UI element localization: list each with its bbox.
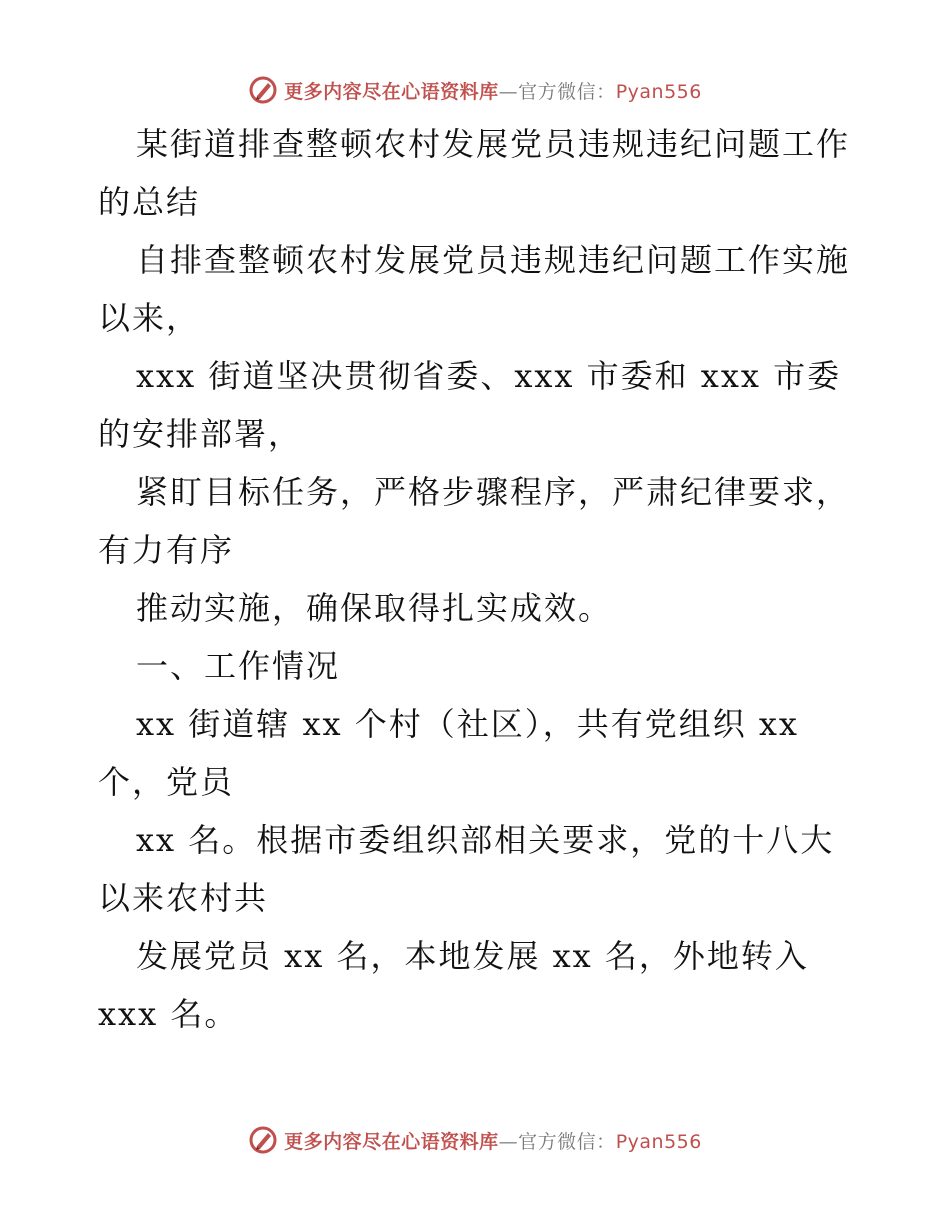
document-line: xxx 名。 — [98, 995, 239, 1033]
document-line: 紧盯目标任务，严格步骤程序，严肃纪律要求， — [136, 473, 851, 511]
pen-logo-icon — [248, 75, 278, 105]
document-line: 某街道排查整顿农村发展党员违规违纪问题工作 — [136, 125, 851, 163]
header-watermark — [0, 70, 950, 110]
watermark-text — [284, 77, 702, 104]
watermark-handle: Pyan556 — [615, 1130, 702, 1153]
document-line: 个，党员 — [98, 763, 235, 801]
document-line: 以来， — [98, 299, 201, 337]
watermark-text — [284, 1127, 702, 1154]
watermark-dash: — — [498, 80, 519, 103]
document-line: 有力有序 — [98, 531, 235, 569]
document-line: 以来农村共 — [98, 879, 269, 917]
document-line: xx 名。根据市委组织部相关要求，党的十八大 — [136, 821, 835, 859]
watermark-dash: — — [498, 1130, 519, 1153]
document-line: 的总结 — [98, 183, 201, 221]
footer-watermark — [0, 1120, 950, 1160]
watermark-main: 更多内容尽在心语资料库 — [284, 80, 499, 103]
document-line: 发展党员 xx 名，本地发展 xx 名，外地转入 — [136, 937, 809, 975]
document-line: xxx 街道坚决贯彻省委、xxx 市委和 xxx 市委 — [136, 357, 842, 395]
document-line: 一、工作情况 — [136, 647, 341, 685]
watermark-main: 更多内容尽在心语资料库 — [284, 1130, 499, 1153]
watermark-wechat-label: 官方微信： — [518, 1130, 616, 1153]
document-body — [98, 115, 858, 1043]
document-line: xx 街道辖 xx 个村（社区），共有党组织 xx — [136, 705, 799, 743]
pen-logo-icon — [248, 1125, 278, 1155]
document-line: 推动实施，确保取得扎实成效。 — [136, 589, 613, 627]
document-line: 自排查整顿农村发展党员违规违纪问题工作实施 — [136, 241, 851, 279]
document-line: 的安排部署， — [98, 415, 303, 453]
watermark-wechat-label: 官方微信： — [518, 80, 616, 103]
watermark-handle: Pyan556 — [615, 80, 702, 103]
